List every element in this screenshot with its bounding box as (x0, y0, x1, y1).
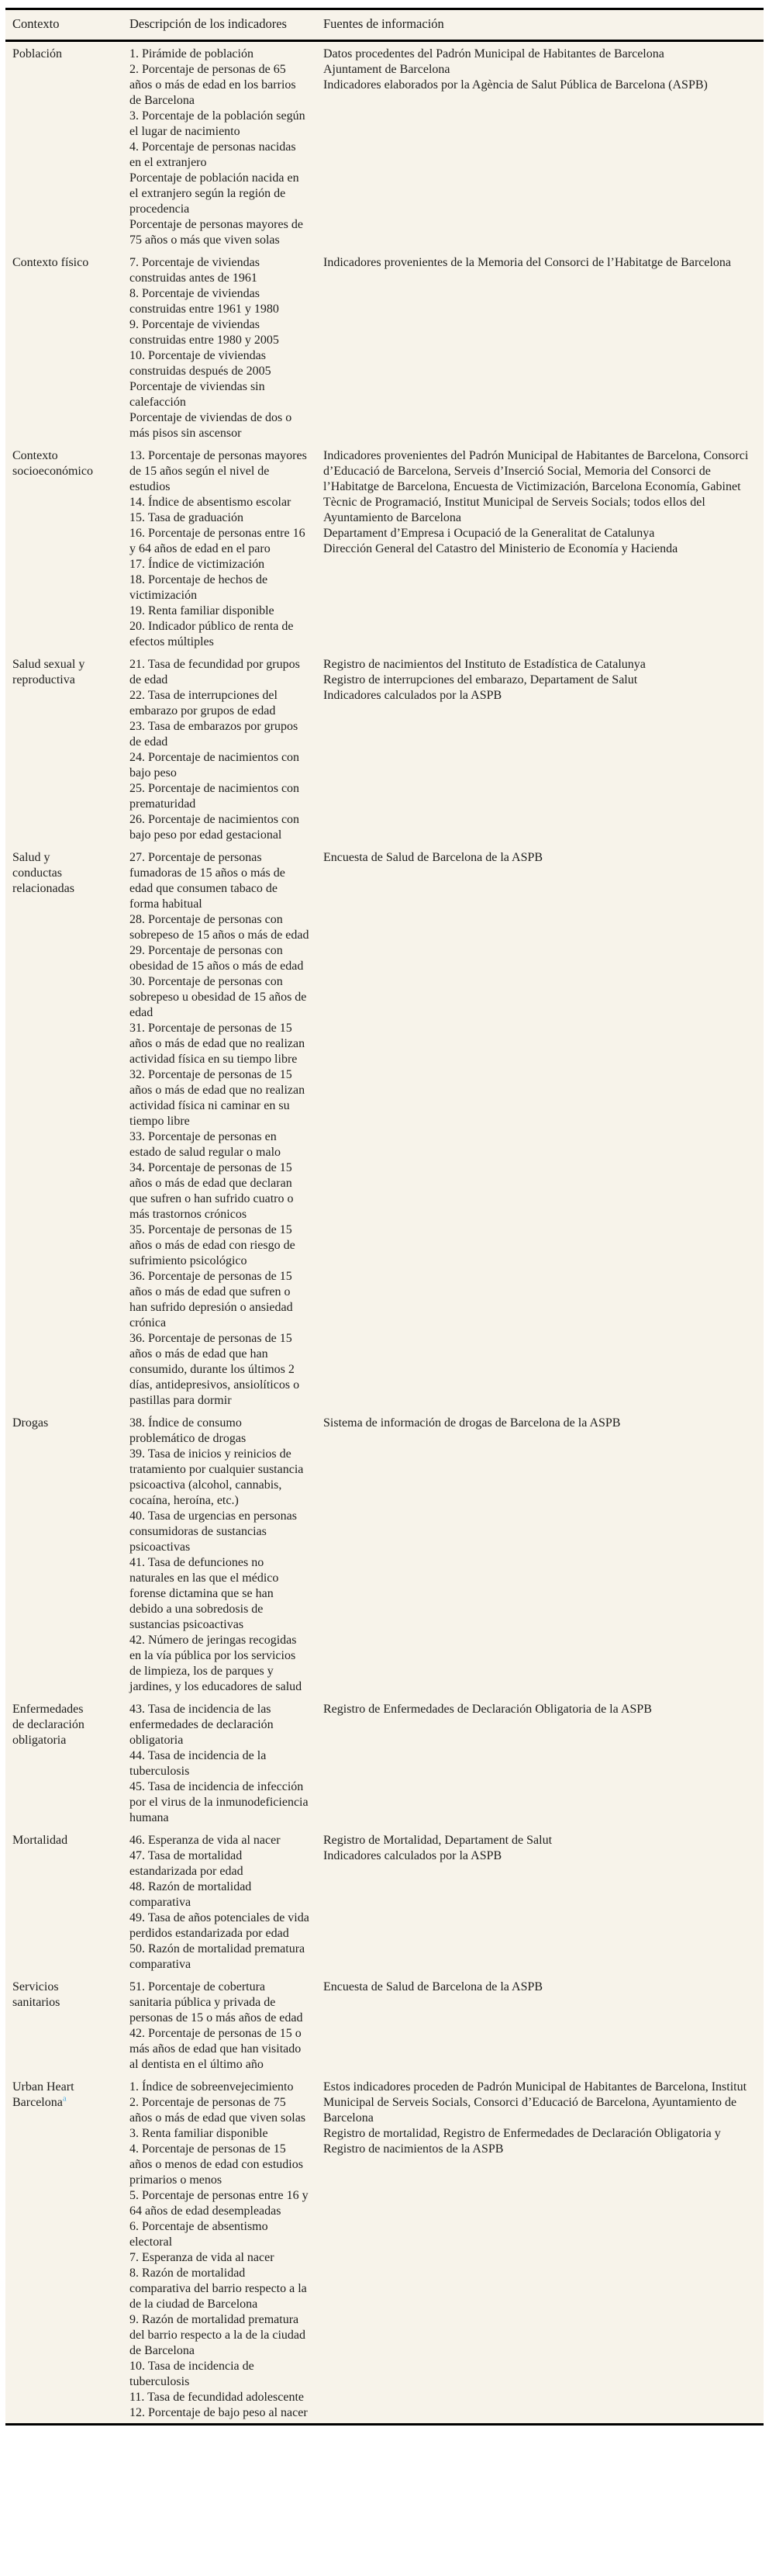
indicator-item: 9. Porcentaje de viviendas construidas entre 1980 y 2005 (129, 318, 279, 347)
indicator-item: 40. Tasa de urgencias en personas consumidoras de sustancias psicoactivas (129, 1509, 297, 1554)
indicator-item: 24. Porcentaje de nacimientos con bajo peso (129, 751, 300, 780)
context-cell (5, 251, 129, 444)
context-cell (5, 652, 129, 845)
source-item: Encuesta de Salud de Barcelona de la ASPB (323, 851, 543, 864)
context-cell (5, 41, 129, 251)
indicator-item: 4. Porcentaje de personas de 15 años o menos de edad con estudios primarios o menos (129, 2142, 303, 2187)
indicator-item: 15. Tasa de graduación (129, 511, 243, 524)
source-item: Registro de Mortalidad, Departament de Salut (323, 1834, 553, 1847)
indicator-item: 2. Porcentaje de personas de 65 años o más de edad en los barrios de Barcelona (129, 63, 296, 107)
source-item: Dirección General del Catastro del Ministerio de Economía y Hacienda (323, 542, 678, 555)
indicator-item: 26. Porcentaje de nacimientos con bajo peso por edad gestacional (129, 813, 300, 842)
indicator-item: 1. Índice de sobreenvejecimiento (129, 2080, 294, 2094)
indicators-cell (129, 444, 323, 652)
indicator-item: 8. Porcentaje de viviendas construidas entre 1961 y 1980 (129, 287, 279, 316)
indicator-item: 7. Esperanza de vida al nacer (129, 2251, 274, 2264)
indicator-item: 5. Porcentaje de personas entre 16 y 64 años de edad desempleadas (129, 2189, 309, 2218)
table-row (5, 41, 764, 251)
source-item: Datos procedentes del Padrón Municipal de Habitantes de Barcelona (323, 47, 664, 61)
source-item: Indicadores elaborados por la Agència de Salut Pública de Barcelona (ASPB) (323, 78, 708, 92)
indicator-item: 20. Indicador público de renta de efectos múltiples (129, 620, 294, 648)
indicator-item: Porcentaje de viviendas sin calefacción (129, 380, 265, 409)
sources-cell (323, 1697, 764, 1828)
indicators-cell (129, 41, 323, 251)
indicator-item: 23. Tasa de embarazos por grupos de edad (129, 720, 298, 749)
context-label: Enfermedades de declaración obligatoria (12, 1703, 84, 1747)
source-item: Indicadores calculados por la ASPB (323, 689, 502, 702)
indicators-table-grid (5, 10, 764, 2423)
indicator-item: 51. Porcentaje de cobertura sanitaria pública y privada de personas de 15 o más años de edad (129, 1980, 303, 2024)
indicator-item: 27. Porcentaje de personas fumadoras de 15 años o más de edad que consumen tabaco de forma habitual (129, 851, 285, 911)
indicator-item: 1. Pirámide de población (129, 47, 253, 61)
indicator-item: 19. Renta familiar disponible (129, 604, 274, 617)
indicator-item: 16. Porcentaje de personas entre 16 y 64 años de edad en el paro (129, 527, 305, 555)
table-row (5, 1975, 764, 2075)
indicator-item: 3. Renta familiar disponible (129, 2127, 268, 2140)
indicator-item: 38. Índice de consumo problemático de drogas (129, 1416, 247, 1445)
indicators-cell (129, 652, 323, 845)
sources-cell (323, 1975, 764, 2075)
context-label: Urban Heart Barcelona$^a$ (12, 2080, 74, 2109)
indicator-item: Porcentaje de personas mayores de 75 años o más que viven solas (129, 218, 303, 247)
indicator-item: 22. Tasa de interrupciones del embarazo por grupos de edad (129, 689, 278, 717)
source-item: Departament d’Empresa i Ocupació de la Generalitat de Catalunya (323, 527, 655, 540)
source-item: Indicadores provenientes de la Memoria del Consorci de l’Habitatge de Barcelona (323, 256, 732, 269)
indicator-item: 13. Porcentaje de personas mayores de 15 años según el nivel de estudios (129, 449, 307, 493)
indicator-item: 4. Porcentaje de personas nacidas en el extranjero (129, 140, 296, 169)
indicators-cell (129, 1975, 323, 2075)
context-cell (5, 845, 129, 1411)
indicators-cell (129, 251, 323, 444)
indicator-item: 30. Porcentaje de personas con sobrepeso u obesidad de 15 años de edad (129, 975, 307, 1019)
indicator-item: 10. Tasa de incidencia de tuberculosis (129, 2360, 254, 2388)
indicator-item: 35. Porcentaje de personas de 15 años o más de edad con riesgo de sufrimiento psicológico (129, 1223, 295, 1267)
indicator-item: 42. Número de jeringas recogidas en la vía pública por los servicios de limpieza, los de parques y jardines, y los educadores de salud (129, 1634, 302, 1693)
sources-cell (323, 251, 764, 444)
indicators-table (5, 8, 764, 2426)
indicator-item: 12. Porcentaje de bajo peso al nacer (129, 2406, 308, 2419)
sources-cell (323, 444, 764, 652)
sources-cell (323, 2075, 764, 2423)
indicator-item: 14. Índice de absentismo escolar (129, 496, 291, 509)
indicator-item: 39. Tasa de inicios y reinicios de tratamiento por cualquier sustancia psicoactiva (alcohol, cannabis, cocaína, heroína, etc.) (129, 1447, 304, 1507)
indicator-item: 48. Razón de mortalidad comparativa (129, 1880, 252, 1909)
source-item: Indicadores provenientes del Padrón Municipal de Habitantes de Barcelona, Consorci d’Educació de Barcelona, Serveis d’Inserció Social, Memoria del Consorci de l’Habitatge de Barcelona, Encuesta de Victimización, Barcelona Economía, Gabinet Tècnic de Programació, Institut Municipal de Serveis Socials; todos ellos del Ayuntamiento de Barcelona (323, 449, 749, 524)
sources-cell (323, 845, 764, 1411)
context-label: Servicios sanitarios (12, 1980, 60, 2009)
sources-cell (323, 1828, 764, 1975)
indicator-item: 10. Porcentaje de viviendas construidas después de 2005 (129, 349, 271, 378)
indicator-item: 2. Porcentaje de personas de 75 años o más de edad que viven solas (129, 2096, 306, 2125)
table-row (5, 652, 764, 845)
sources-cell (323, 652, 764, 845)
table-header (5, 10, 764, 41)
indicator-item: 49. Tasa de años potenciales de vida perdidos estandarizada por edad (129, 1911, 309, 1940)
indicator-item: 17. Índice de victimización (129, 558, 265, 571)
indicator-item: 36. Porcentaje de personas de 15 años o más de edad que sufren o han sufrido depresión o ansiedad crónica (129, 1270, 293, 1329)
indicator-item: 21. Tasa de fecundidad por grupos de edad (129, 658, 300, 686)
source-item: Ajuntament de Barcelona (323, 63, 450, 76)
source-item: Registro de Enfermedades de Declaración Obligatoria de la ASPB (323, 1703, 652, 1716)
header-row (5, 10, 764, 41)
context-cell (5, 1411, 129, 1697)
indicator-item: 25. Porcentaje de nacimientos con prematuridad (129, 782, 300, 811)
indicator-item: Porcentaje de población nacida en el extranjero según la región de procedencia (129, 171, 299, 216)
column-header-fuentes: Fuentes de información (323, 10, 764, 41)
indicator-item: 41. Tasa de defunciones no naturales en las que el médico forense dictamina que se han debido a una sobredosis de sustancias psicoactivas (129, 1556, 279, 1631)
indicator-item: 44. Tasa de incidencia de la tuberculosis (129, 1749, 267, 1778)
table-row (5, 251, 764, 444)
sources-cell (323, 1411, 764, 1697)
context-label: Salud sexual y reproductiva (12, 658, 85, 686)
indicator-item: 9. Razón de mortalidad prematura del barrio respecto a la de la ciudad de Barcelona (129, 2313, 305, 2357)
indicators-cell (129, 1411, 323, 1697)
indicator-item: 29. Porcentaje de personas con obesidad de 15 años o más de edad (129, 944, 304, 973)
indicator-item: 50. Razón de mortalidad prematura comparativa (129, 1942, 305, 1971)
table-row (5, 1697, 764, 1828)
indicators-cell (129, 1697, 323, 1828)
context-cell (5, 1697, 129, 1828)
source-item: Estos indicadores proceden de Padrón Municipal de Habitantes de Barcelona, Institut Municipal de Serveis Socials, Consorci d’Educació de Barcelona, Ayuntamiento de Barcelona (323, 2080, 747, 2125)
indicator-item: 45. Tasa de incidencia de infección por el virus de la inmunodeficiencia humana (129, 1780, 309, 1824)
indicator-item: 33. Porcentaje de personas en estado de salud regular o malo (129, 1130, 281, 1159)
context-label: Mortalidad (12, 1834, 68, 1847)
indicator-item: 8. Razón de mortalidad comparativa del barrio respecto a la de la ciudad de Barcelona (129, 2267, 307, 2311)
indicator-item: 6. Porcentaje de absentismo electoral (129, 2220, 268, 2249)
context-label: Salud y conductas relacionadas (12, 851, 74, 895)
context-cell (5, 2075, 129, 2423)
source-item: Registro de mortalidad, Registro de Enfermedades de Declaración Obligatoria y Registro de nacimientos de la ASPB (323, 2127, 721, 2156)
indicator-item: 31. Porcentaje de personas de 15 años o más de edad que no realizan actividad física en su tiempo libre (129, 1022, 305, 1066)
indicator-item: 7. Porcentaje de viviendas construidas antes de 1961 (129, 256, 260, 285)
table-body (5, 41, 764, 2424)
indicators-cell (129, 2075, 323, 2423)
indicator-item: 36. Porcentaje de personas de 15 años o más de edad que han consumido, durante los últimos 2 días, antidepresivos, ansiolíticos o pastillas para dormir (129, 1332, 300, 1407)
indicators-cell (129, 845, 323, 1411)
context-cell (5, 444, 129, 652)
table-row (5, 2075, 764, 2423)
source-item: Registro de nacimientos del Instituto de Estadística de Catalunya (323, 658, 646, 671)
source-item: Encuesta de Salud de Barcelona de la ASPB (323, 1980, 543, 1993)
indicator-item: Porcentaje de viviendas de dos o más pisos sin ascensor (129, 411, 292, 440)
column-header-descripcion: Descripción de los indicadores (129, 10, 323, 41)
context-label: Contexto socioeconómico (12, 449, 93, 478)
context-label: Población (12, 47, 62, 61)
source-item: Registro de interrupciones del embarazo, Departament de Salut (323, 673, 638, 686)
indicators-cell (129, 1828, 323, 1975)
context-cell (5, 1975, 129, 2075)
source-item: Sistema de información de drogas de Barcelona de la ASPB (323, 1416, 621, 1430)
footnote-marker: a (62, 2094, 67, 2104)
indicator-item: 42. Porcentaje de personas de 15 o más años de edad que han visitado al dentista en el último año (129, 2027, 302, 2071)
indicator-item: 3. Porcentaje de la población según el lugar de nacimiento (129, 109, 305, 138)
indicator-item: 32. Porcentaje de personas de 15 años o más de edad que no realizan actividad física ni caminar en su tiempo libre (129, 1068, 305, 1128)
indicator-item: 11. Tasa de fecundidad adolescente (129, 2391, 305, 2404)
source-item: Indicadores calculados por la ASPB (323, 1849, 502, 1862)
indicator-item: 18. Porcentaje de hechos de victimización (129, 573, 268, 602)
table-row (5, 1828, 764, 1975)
table-row (5, 444, 764, 652)
table-row (5, 845, 764, 1411)
context-label: Contexto físico (12, 256, 89, 269)
context-cell (5, 1828, 129, 1975)
indicator-item: 28. Porcentaje de personas con sobrepeso de 15 años o más de edad (129, 913, 309, 942)
sources-cell (323, 41, 764, 251)
indicator-item: 47. Tasa de mortalidad estandarizada por edad (129, 1849, 243, 1878)
indicator-item: 46. Esperanza de vida al nacer (129, 1834, 281, 1847)
table-row (5, 1411, 764, 1697)
column-header-contexto: Contexto (5, 10, 129, 41)
indicator-item: 43. Tasa de incidencia de las enfermedades de declaración obligatoria (129, 1703, 274, 1747)
indicator-item: 34. Porcentaje de personas de 15 años o más de edad que declaran que sufren o han sufrido cuatro o más trastornos crónicos (129, 1161, 294, 1221)
context-label: Drogas (12, 1416, 49, 1430)
